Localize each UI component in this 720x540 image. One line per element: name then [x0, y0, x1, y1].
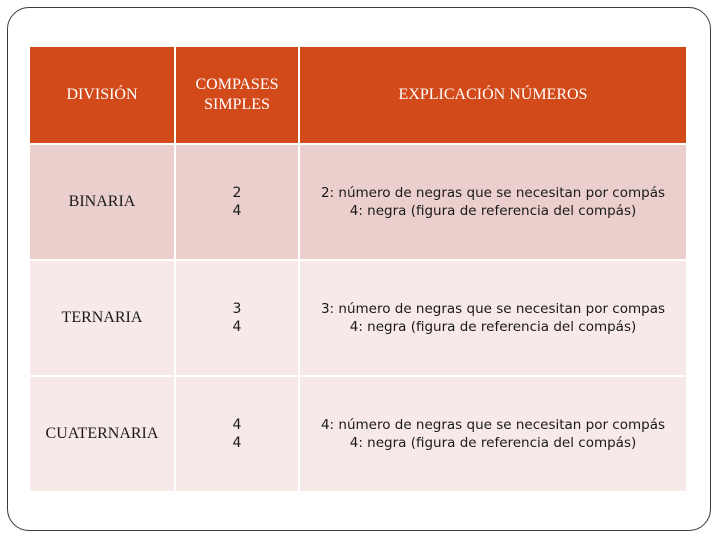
time-signature-denominator: 4 [232, 203, 242, 219]
header-compases-line2: SIMPLES [204, 96, 270, 113]
time-signature-cell [175, 376, 299, 492]
table-row [29, 376, 687, 492]
time-signature-cell [175, 260, 299, 376]
time-signature-numerator: 2 [232, 185, 242, 201]
time-signature-numerator: 4 [232, 417, 242, 433]
time-signature-denominator: 4 [232, 435, 242, 451]
explanation-line-1: 3: número de negras que se necesitan por compas [320, 301, 666, 317]
explanation-cell [299, 260, 687, 376]
explanation-line-2: 4: negra (figura de referencia del compás) [349, 435, 637, 451]
explanation-cell [299, 144, 687, 260]
header-compases-line1: COMPASES [195, 76, 279, 93]
division-cell: CUATERNARIA [29, 376, 175, 492]
header-division: DIVISIÓN [29, 46, 175, 144]
division-cell: TERNARIA [29, 260, 175, 376]
explanation-line-2: 4: negra (figura de referencia del compás) [349, 203, 637, 219]
time-signature-cell [175, 144, 299, 260]
time-signature-denominator: 4 [232, 319, 242, 335]
time-signature-numerator: 3 [232, 301, 242, 317]
explanation-cell [299, 376, 687, 492]
explanation-line-1: 4: número de negras que se necesitan por compás [320, 417, 666, 433]
table-row [29, 260, 687, 376]
table-header-row [29, 46, 687, 144]
header-compases-simples [175, 46, 299, 144]
header-explicacion: EXPLICACIÓN NÚMEROS [299, 46, 687, 144]
table-row [29, 144, 687, 260]
explanation-line-1: 2: número de negras que se necesitan por compás [320, 185, 666, 201]
explanation-line-2: 4: negra (figura de referencia del compás) [349, 319, 637, 335]
division-cell: BINARIA [29, 144, 175, 260]
compas-table [28, 45, 688, 493]
